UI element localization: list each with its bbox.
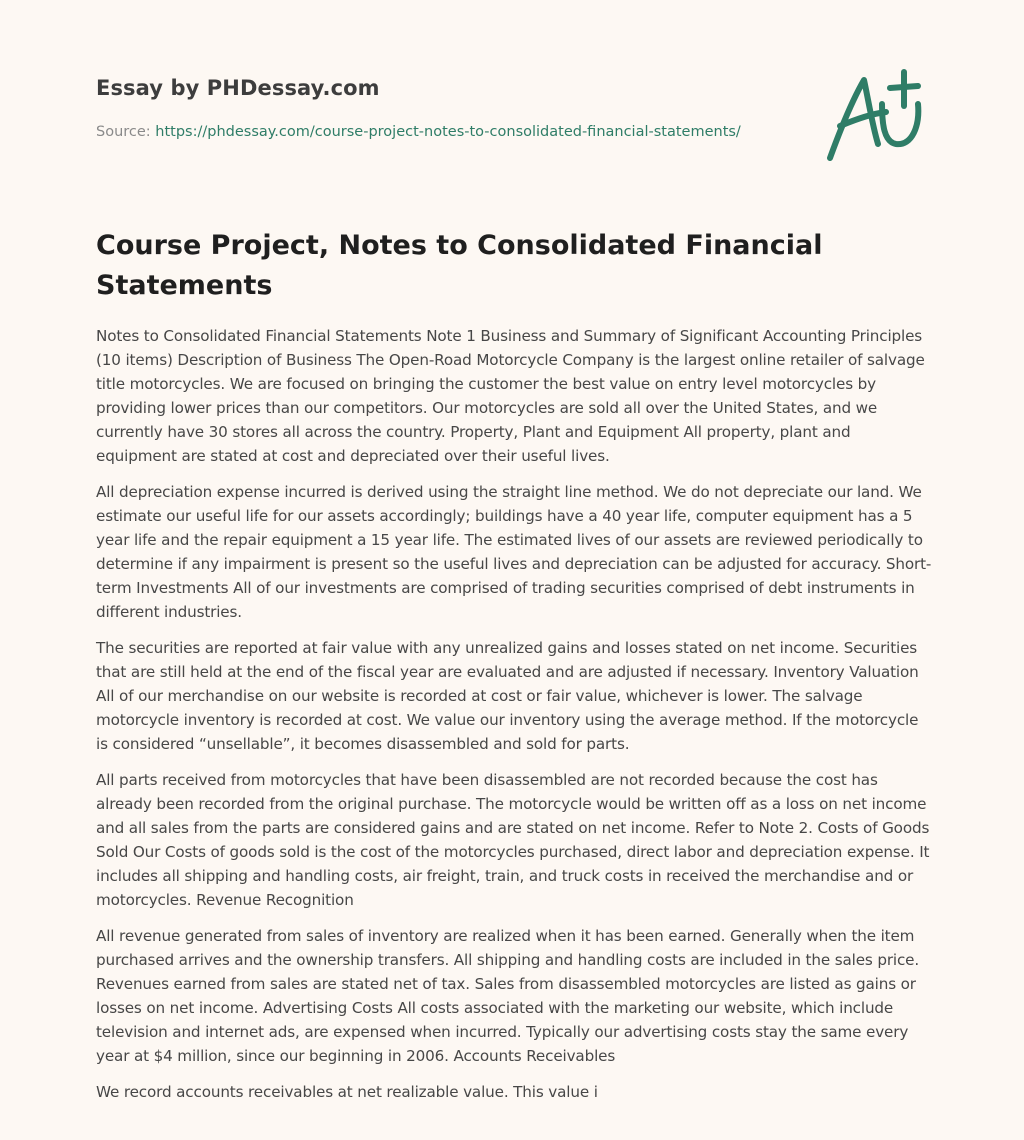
- source-label: Source:: [96, 124, 151, 140]
- essay-body: [96, 324, 932, 1116]
- essay-title: Course Project, Notes to Consolidated Financial Statements: [96, 230, 823, 301]
- source-line: [96, 124, 741, 140]
- paragraph: We record accounts receivables at net realizable value. This value i: [96, 1083, 598, 1101]
- paragraph: All depreciation expense incurred is derived using the straight line method. We do not depreciate our land. We estimate our useful life for our assets accordingly; buildings have a 40 year life, computer equipment has a 5 year life and the repair equipment a 15 year life. The estimated lives of our assets are reviewed periodically to determine if any impairment is present so the useful lives and depreciation can be adjusted for accuracy. Short-term Investments All of our investments are comprised of trading securities comprised of debt instruments in different industries.: [96, 483, 932, 621]
- paragraph: All revenue generated from sales of inventory are realized when it has been earned. Generally when the item purchased arrives and the ownership transfers. All shipping and handling costs are included in the sales price. Revenues earned from sales are stated net of tax. Sales from disassembled motorcycles are listed as gains or losses on net income. Advertising Costs All costs associated with the marketing our website, which include television and internet ads, are expensed when incurred. Typically our advertising costs stay the same every year at $4 million, since our beginning in 2006. Accounts Receivables: [96, 927, 920, 1065]
- source-link[interactable]: https://phdessay.com/course-project-notes-to-consolidated-financial-statements/: [155, 124, 741, 140]
- paragraph: Notes to Consolidated Financial Statements Note 1 Business and Summary of Significant Accounting Principles (10 items) Description of Business The Open-Road Motorcycle Company is the largest online retailer of salvage title motorcycles. We are focused on bringing the customer the best value on entry level motorcycles by providing lower prices than our competitors. Our motorcycles are sold all over the United States, and we currently have 30 stores all across the country. Property, Plant and Equipment All property, plant and equipment are stated at cost and depreciated over their useful lives.: [96, 327, 925, 465]
- paragraph: The securities are reported at fair value with any unrealized gains and losses stated on net income. Securities that are still held at the end of the fiscal year are evaluated and are adjusted if necessary. Inventory Valuation All of our merchandise on our website is recorded at cost or fair value, whichever is lower. The salvage motorcycle inventory is recorded at cost. We value our inventory using the average method. If the motorcycle is considered “unsellable”, it becomes disassembled and sold for parts.: [96, 639, 919, 753]
- paragraph: All parts received from motorcycles that have been disassembled are not recorded because the cost has already been recorded from the original purchase. The motorcycle would be written off as a loss on net income and all sales from the parts are considered gains and are stated on net income. Refer to Note 2. Costs of Goods Sold Our Costs of goods sold is the cost of the motorcycles purchased, direct labor and depreciation expense. It includes all shipping and handling costs, air freight, train, and truck costs in received the merchandise and or motorcycles. Revenue Recognition: [96, 771, 930, 909]
- site-brand: Essay by PHDessay.com: [96, 76, 380, 100]
- a-plus-grade-icon: [820, 64, 930, 168]
